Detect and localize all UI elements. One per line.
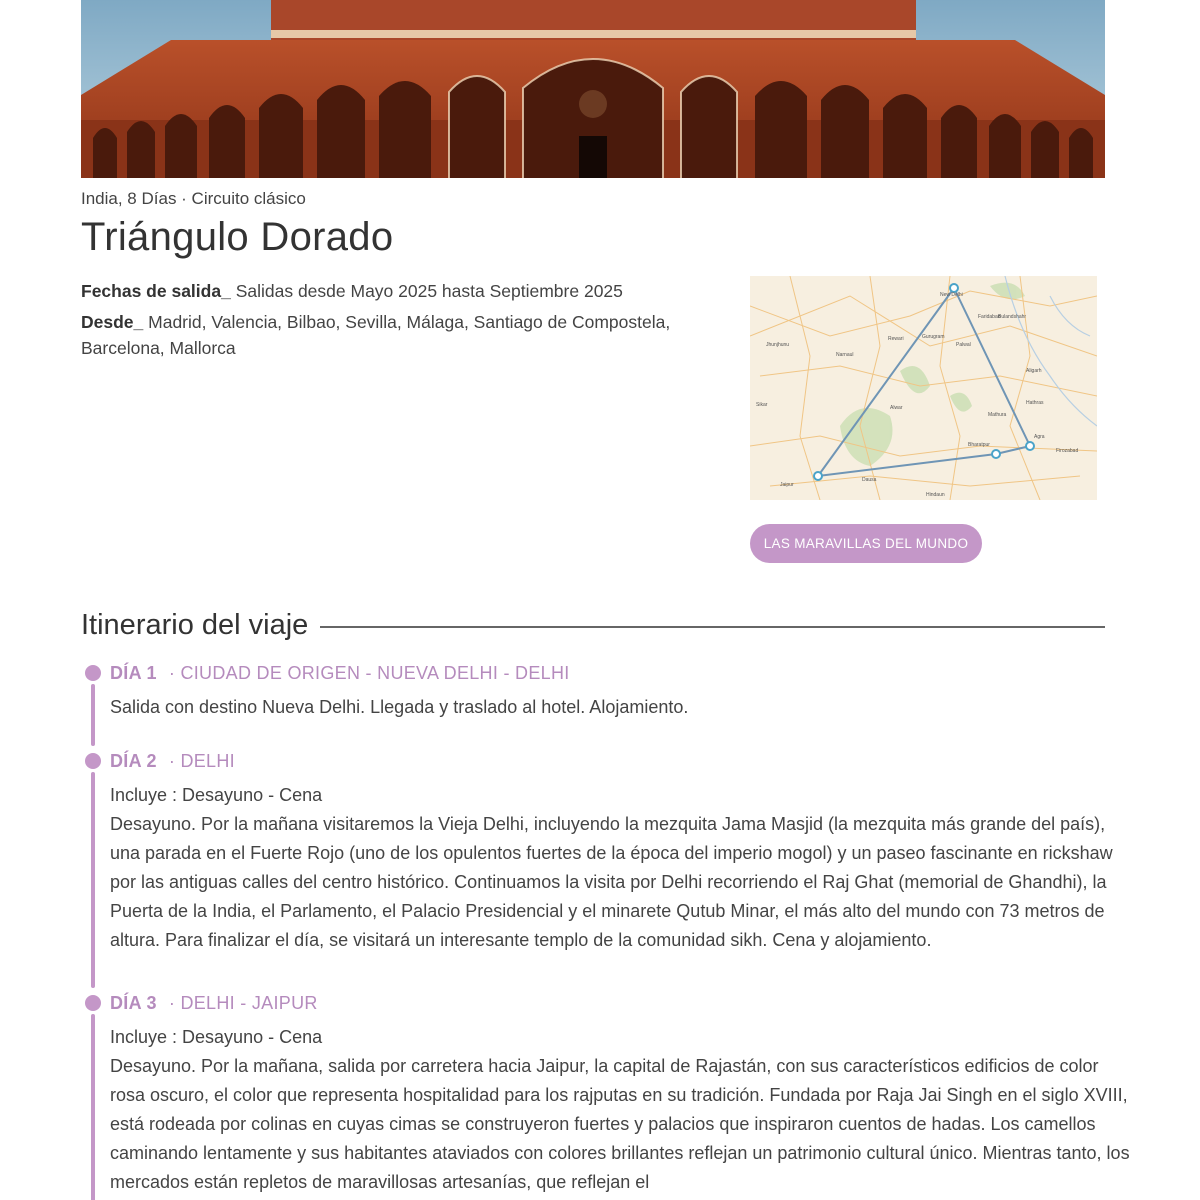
map-label: Palwal <box>956 342 971 348</box>
day-heading <box>110 658 1141 688</box>
map-label: Agra <box>1034 434 1045 440</box>
map-label: Hathras <box>1026 400 1044 406</box>
map-label: New Delhi <box>940 292 963 298</box>
itinerary-title: Itinerario del viaje <box>81 608 309 641</box>
day-heading <box>110 746 1141 776</box>
map-svg <box>750 276 1097 500</box>
timeline-dot <box>85 665 101 681</box>
itinerary-day <box>81 658 1141 732</box>
day-includes: Incluye : Desayuno - Cena <box>110 1027 323 1047</box>
route-map <box>750 276 1097 500</box>
map-label: Aligarh <box>1026 368 1042 374</box>
marker-bharatpur <box>992 450 1000 458</box>
day-number: DÍA 3 <box>110 993 157 1013</box>
map-label: Rewari <box>888 336 904 342</box>
map-label: Sikar <box>756 402 768 408</box>
dates-value: Salidas desde Mayo 2025 hasta Septiembre 2025 <box>235 281 623 301</box>
map-label: Jaipur <box>780 482 794 488</box>
map-label: Bulandshahr <box>998 314 1027 320</box>
marker-jaipur <box>814 472 822 480</box>
map-label: Faridabad <box>978 314 1001 320</box>
map-label: Bharatpur <box>968 442 990 448</box>
day-route: · DELHI - JAIPUR <box>168 993 318 1013</box>
day-description: Desayuno. Por la mañana visitaremos la Vieja Delhi, incluyendo la mezquita Jama Masjid (la mezquita más grande del país), una parada en el Fuerte Rojo (uno de los opulentos fuertes de la época del imperio mogol) y un paseo fascinante en rickshaw por las antiguas calles del centro histórico. Continuamos la visita por Delhi recorriendo el Raj Ghat (memorial de Ghandhi), la Puerta de la India, el Parlamento, el Palacio Presidencial y el minarete Qutub Minar, el más alto del mundo con 73 metros de altura. Para finalizar el día, se visitará un interesante templo de la comunidad sikh. Cena y alojamiento. <box>110 814 1113 950</box>
departure-dates <box>81 278 731 305</box>
day-number: DÍA 1 <box>110 663 157 683</box>
day-description: Salida con destino Nueva Delhi. Llegada y traslado al hotel. Alojamiento. <box>110 697 689 717</box>
day-description: Desayuno. Por la mañana, salida por carretera hacia Jaipur, la capital de Rajastán, con sus característicos edificios de color rosa oscuro, el color que representa hospitalidad para los rajputas en su tradición. Fundada por Raja Jai Singh en el siglo XVIII, está rodeada por colinas en cuyas cimas se construyeron fuertes y palacios que inspiraron cuentos de hadas. Los camellos caminando lentamente y sus habitantes ataviados con colores brillantes reflejan un patrimonio cultural único. Mientras tanto, los mercados están repletos de maravillosas artesanías, que reflejan el <box>110 1056 1130 1192</box>
marker-delhi <box>950 284 958 292</box>
itinerary-header <box>81 605 1105 645</box>
map-label: Firozabad <box>1056 448 1079 454</box>
day-route: · DELHI <box>168 751 235 771</box>
day-route: · CIUDAD DE ORIGEN - NUEVA DELHI - DELHI <box>168 663 570 683</box>
category-tag[interactable]: LAS MARAVILLAS DEL MUNDO <box>750 524 982 563</box>
timeline-dot <box>85 753 101 769</box>
trip-meta: India, 8 Días · Circuito clásico <box>81 189 306 208</box>
monument-illustration <box>81 0 1105 178</box>
departure-cities <box>81 309 731 361</box>
itinerary-day <box>81 746 1141 974</box>
timeline-dot <box>85 995 101 1011</box>
map-label: Dausa <box>862 477 877 483</box>
itinerary-day <box>81 988 1141 1197</box>
day-content <box>110 1018 1135 1197</box>
day-number: DÍA 2 <box>110 751 157 771</box>
header-divider <box>320 626 1105 628</box>
hero-image <box>81 0 1105 178</box>
map-label: Mathura <box>988 412 1007 418</box>
day-includes: Incluye : Desayuno - Cena <box>110 785 323 805</box>
from-label: Desde_ <box>81 312 144 332</box>
marker-agra <box>1026 442 1034 450</box>
day-heading <box>110 988 1141 1018</box>
dates-label: Fechas de salida_ <box>81 281 231 301</box>
itinerary-timeline <box>81 658 1141 1197</box>
map-label: Jhunjhunu <box>766 342 790 348</box>
map-label: Alwar <box>890 405 903 411</box>
page-title: Triángulo Dorado <box>81 215 394 259</box>
day-content <box>110 776 1135 974</box>
from-value: Madrid, Valencia, Bilbao, Sevilla, Málaga, Santiago de Compostela, Barcelona, Mallorca <box>81 312 671 358</box>
map-label: Hindaun <box>926 492 945 498</box>
trip-info <box>81 278 731 361</box>
map-label: Narnaul <box>836 352 854 358</box>
map-label: Gurugram <box>922 334 945 340</box>
